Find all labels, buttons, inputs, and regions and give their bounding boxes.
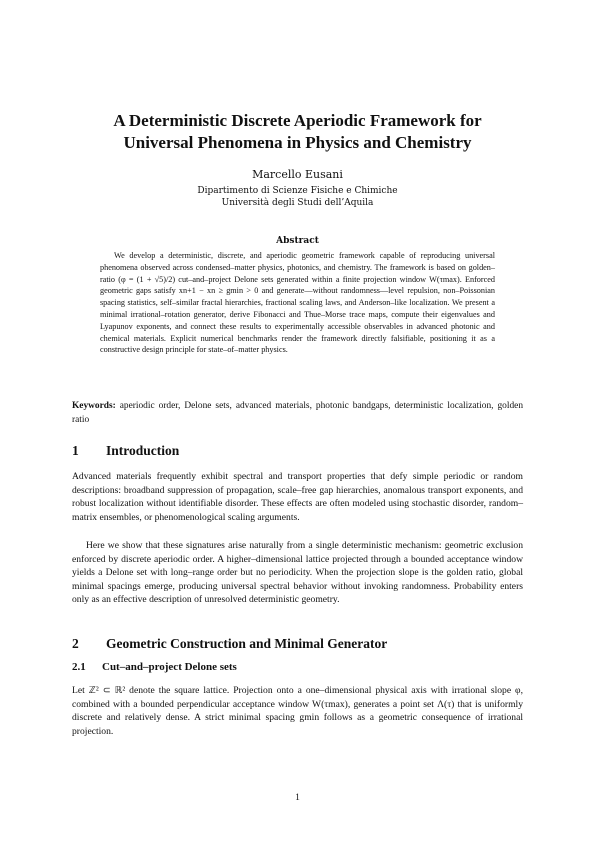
section-title: Geometric Construction and Minimal Generator bbox=[106, 636, 388, 651]
subsection-number: 2.1 bbox=[72, 661, 86, 673]
affiliation-university: Università degli Studi dell’Aquila bbox=[221, 198, 374, 208]
page-number: 1 bbox=[295, 793, 300, 803]
subsection-title: Cut–and–project Delone sets bbox=[102, 661, 237, 673]
intro-paragraph-1: Advanced materials frequently exhibit spectral and transport properties that defy simple periodic or random descriptions: broadband suppression of propagation, scale–free gap hierarchies, anomalous transport exponents, and robust localization without identifiable disorder. These effects are often modeled using stochastic disorder, random–matrix ensembles, or phenomenological scaling arguments. bbox=[72, 471, 523, 523]
keywords bbox=[72, 400, 523, 427]
section-heading-geometric-construction bbox=[72, 636, 387, 652]
intro-paragraph-2: Here we show that these signatures arise naturally from a single deterministic mechanism: geometric exclusion enforced by discrete aperiodic order. A higher–dimensional lattice projected through a bounded acceptance window yields a Delone set with long–range order but no periodicity. When the projection slope is the golden ratio, global minimal spacings emerge, producing universal spectral behavior without invoking randomness. Probability enters only as an effective description of unresolved deterministic geometry. bbox=[72, 540, 523, 606]
section-number: 2 bbox=[72, 636, 79, 651]
keywords-text: aperiodic order, Delone sets, advanced materials, photonic bandgaps, deterministic localization, golden ratio bbox=[72, 401, 524, 425]
section-heading-introduction bbox=[72, 443, 179, 459]
section-title: Introduction bbox=[106, 443, 180, 458]
abstract-heading: Abstract bbox=[276, 236, 319, 246]
subsection-heading-cut-and-project bbox=[72, 661, 237, 673]
title-line-1: A Deterministic Discrete Aperiodic Framework for bbox=[113, 111, 482, 130]
title-line-2: Universal Phenomena in Physics and Chemistry bbox=[123, 133, 472, 152]
keywords-label: Keywords: bbox=[72, 401, 116, 411]
abstract-text: We develop a deterministic, discrete, and aperiodic geometric framework capable of reproducing universal phenomena observed across condensed–matter physics, photonics, and chemistry. The framework is based on golden–ratio (φ = (1 + √5)/2) cut–and–project Delone sets generated within a finite projection window W(τmax). Enforced geometric gaps satisfy xn+1 − xn ≥ gmin > 0 and generate—without randomness—level repulsion, non–Poissonian spacing statistics, self–similar fractal hierarchies, fractional scaling laws, and Anderson–like localization. We present a minimal irrational–rotation generator, derive Fibonacci and Thue–Morse trace maps, compute their eigenvalues and Lyapunov exponents, and connect these results to experimentally accessible observables in advanced photonic and chemical materials. Explicit numerical benchmarks render the framework directly falsifiable, positioning it as a constructive design principle for state–of–matter physics. bbox=[100, 251, 495, 355]
author-name: Marcello Eusani bbox=[252, 168, 343, 181]
paper-title bbox=[0, 110, 595, 154]
section-number: 1 bbox=[72, 443, 79, 458]
subsection-2-1-paragraph: Let ℤ² ⊂ ℝ² denote the square lattice. Projection onto a one–dimensional physical axis with irrational slope φ, combined with a bounded perpendicular acceptance window W(τmax), generates a point set Λ(τ) that is uniformly discrete and relatively dense. A strict minimal spacing gmin follows as a geometric consequence of irrational projection. bbox=[72, 685, 523, 737]
affiliation-department: Dipartimento di Scienze Fisiche e Chimiche bbox=[197, 186, 398, 196]
